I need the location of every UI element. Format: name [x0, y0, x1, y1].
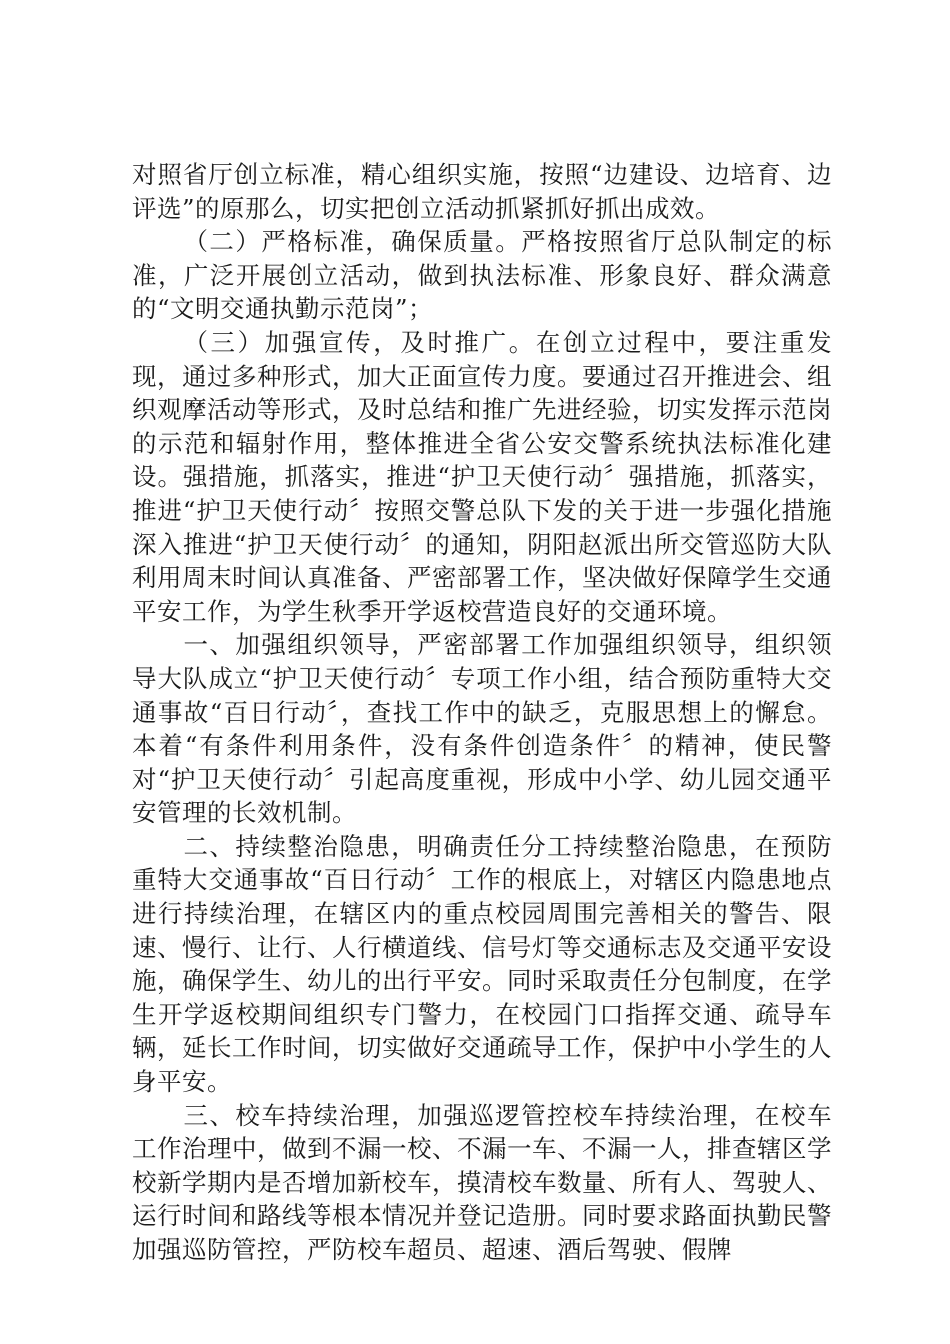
paragraph-item-two: 二、持续整治隐患，明确责任分工持续整治隐患，在预防重特大交通事故“百日行动〞工作的根底上，对辖区内隐患地点进行持续治理，在辖区内的重点校园周围完善相关的警告、限速、慢行、让行、人行横道线、信号灯等交通标志及交通平安设施，确保学生、幼儿的出行平安。同时采取责任分包制度，在学生开学返校期间组织专门警力，在校园门口指挥交通、疏导车辆，延长工作时间，切实做好交通疏导工作，保护中小学生的人身平安。 [132, 831, 832, 1097]
paragraph-section-two: （二）严格标准，确保质量。严格按照省厅总队制定的标准，广泛开展创立活动，做到执法标准、形象良好、群众满意的“文明交通执勤示范岗”； [132, 227, 832, 324]
paragraph-section-three: （三）加强宣传，及时推广。在创立过程中，要注重发现，通过多种形式，加大正面宣传力度。要通过召开推进会、组织观摩活动等形式，及时总结和推广先进经验，切实发挥示范岗的示范和辐射作用，整体推进全省公安交警系统执法标准化建设。强措施，抓落实，推进“护卫天使行动〞强措施，抓落实，推进“护卫天使行动〞按照交警总队下发的关于进一步强化措施深入推进“护卫天使行动〞的通知，阴阳赵派出所交管巡防大队利用周末时间认真准备、严密部署工作，坚决做好保障学生交通平安工作，为学生秋季开学返校营造良好的交通环境。 [132, 327, 832, 626]
paragraph-item-one: 一、加强组织领导，严密部署工作加强组织领导，组织领导大队成立“护卫天使行动〞专项工作小组，结合预防重特大交通事故“百日行动〞，查找工作中的缺乏，克服思想上的懈怠。本着“有条件利用条件，没有条件创造条件〞的精神，使民警对“护卫天使行动〞引起高度重视，形成中小学、幼儿园交通平安管理的长效机制。 [132, 630, 832, 828]
paragraph-item-three: 三、校车持续治理，加强巡逻管控校车持续治理，在校车工作治理中，做到不漏一校、不漏一车、不漏一人，排查辖区学校新学期内是否增加新校车，摸清校车数量、所有人、驾驶人、运行时间和路线等根本情况并登记造册。同时要求路面执勤民警加强巡防管控，严防校车超员、超速、酒后驾驶、假牌 [132, 1100, 832, 1264]
document-body [132, 158, 832, 1267]
paragraph-intro-continuation: 对照省厅创立标准，精心组织实施，按照“边建设、边培育、边评选”的原那么，切实把创立活动抓紧抓好抓出成效。 [132, 160, 832, 223]
